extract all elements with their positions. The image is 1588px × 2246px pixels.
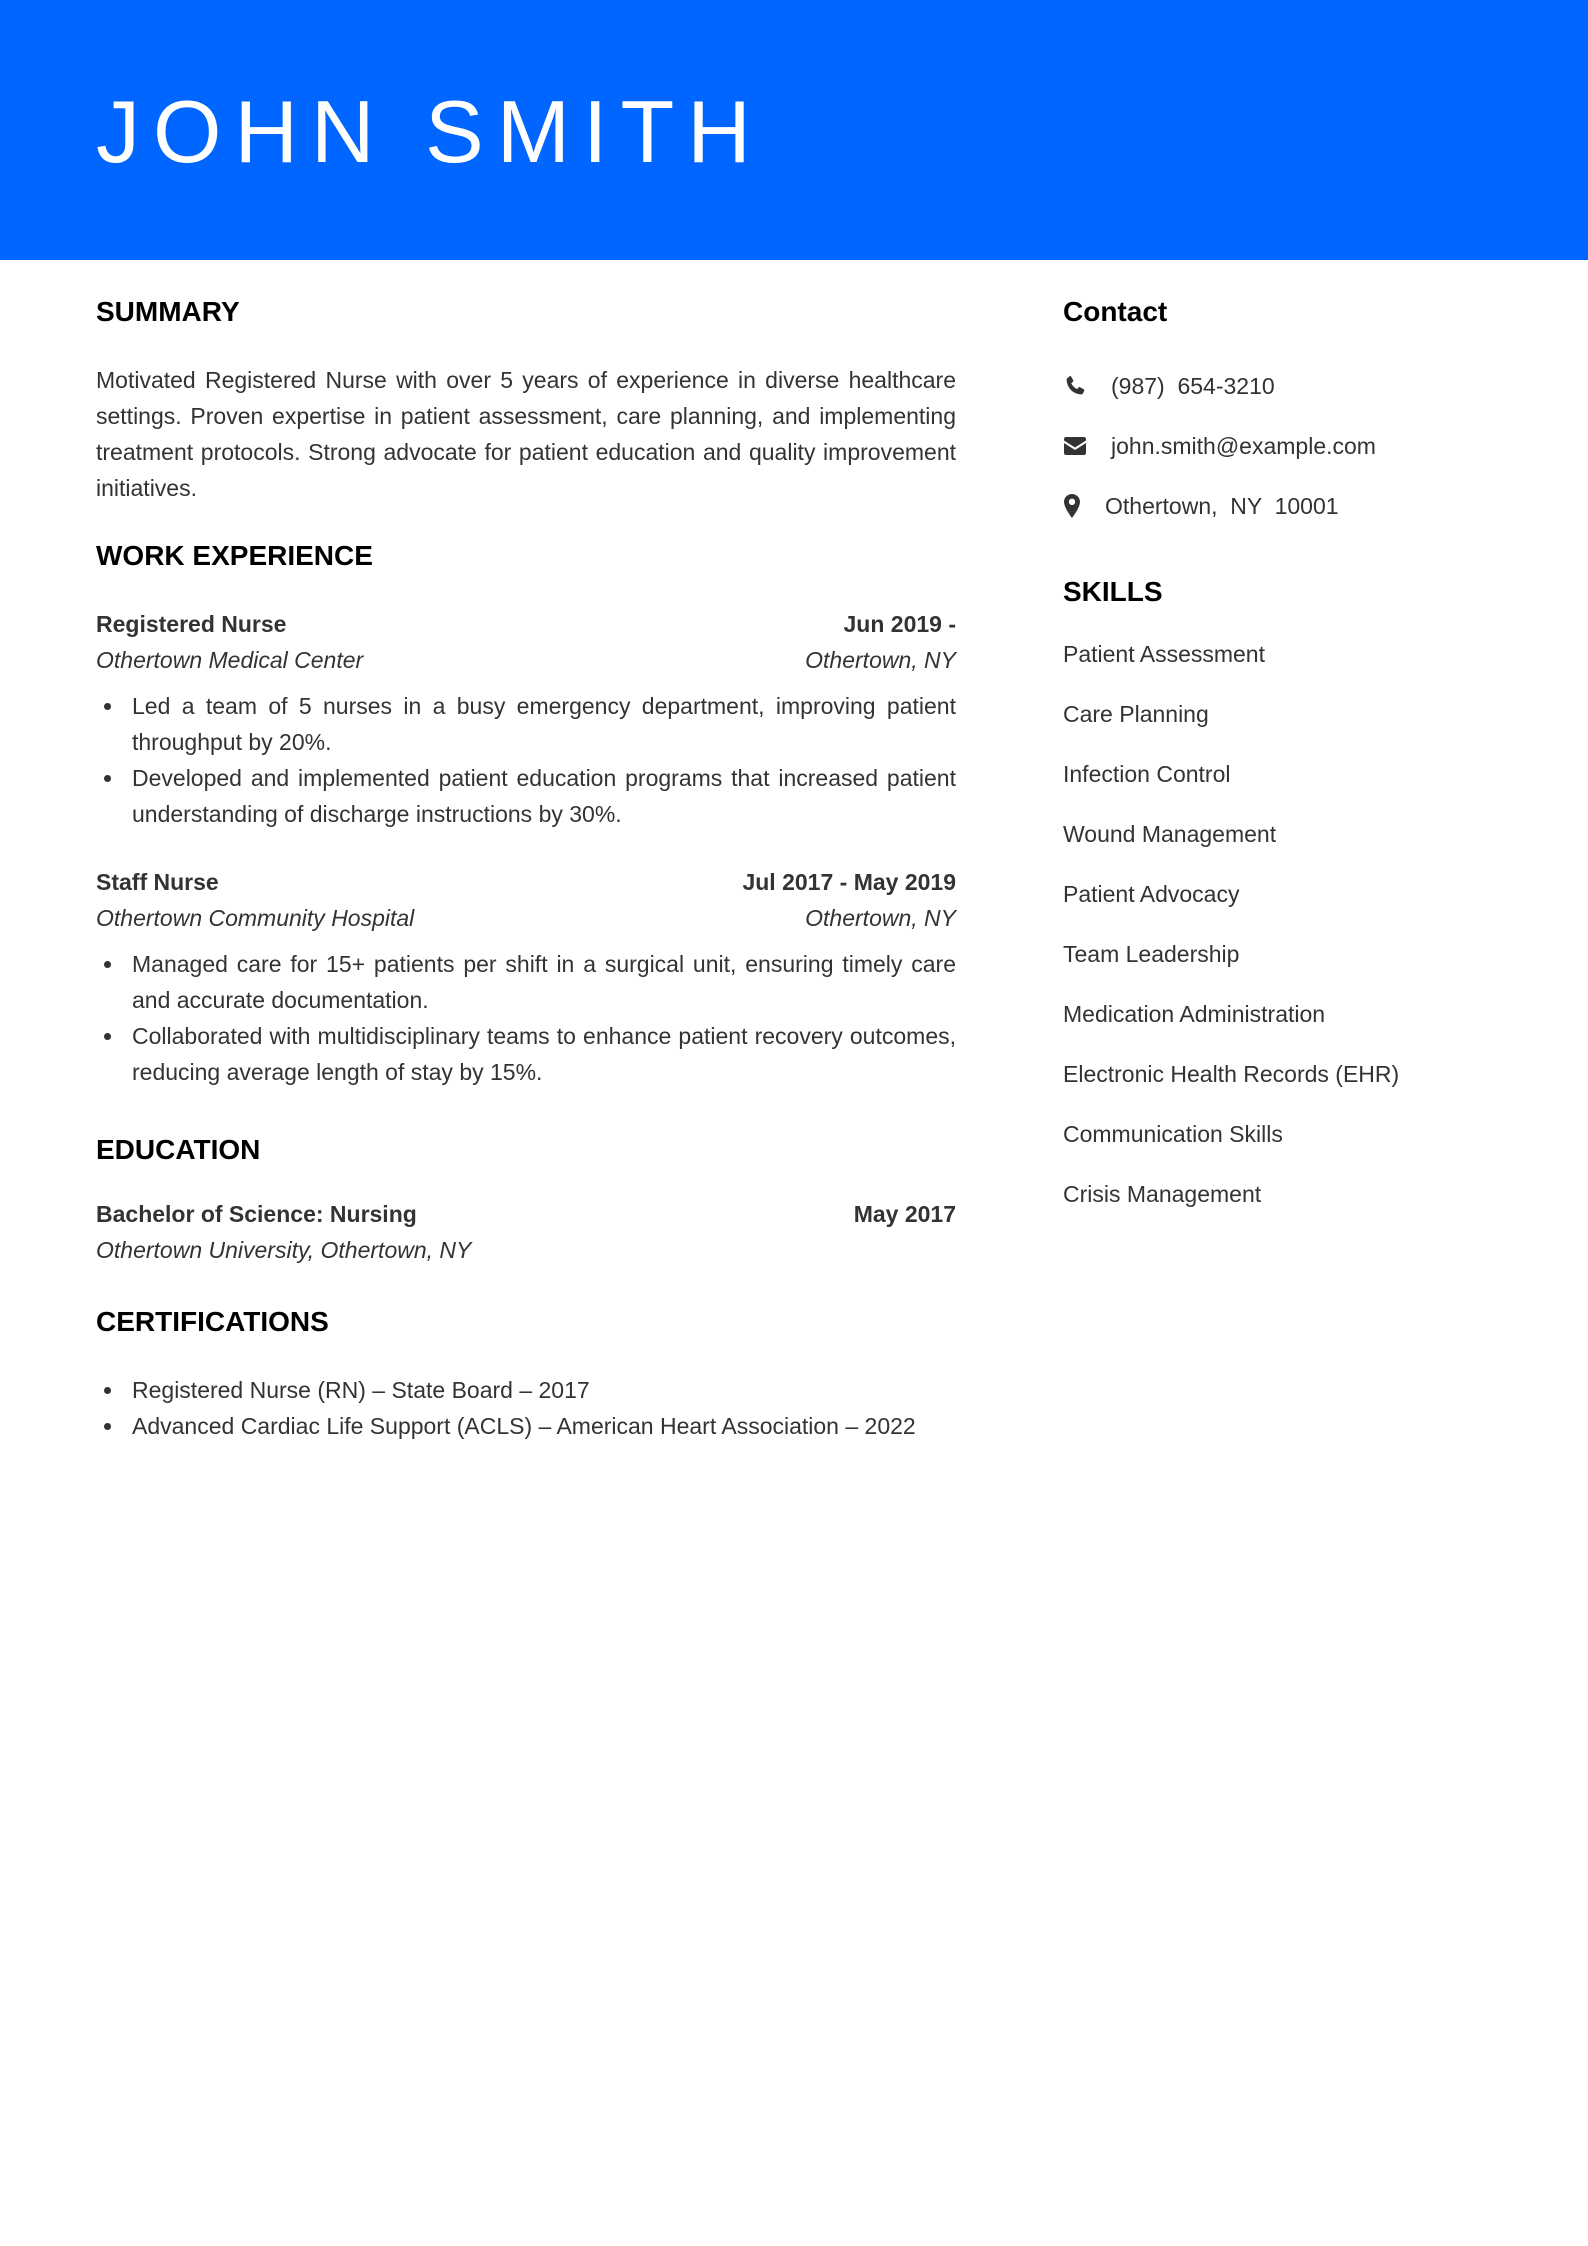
skill-item: Electronic Health Records (EHR) [1063,1061,1400,1087]
education-heading: EDUCATION [96,1134,261,1165]
job-title: Registered Nurse [96,611,287,637]
certification-item: Registered Nurse (RN) – State Board – 2017 [96,1372,956,1408]
education-degree: Bachelor of Science: Nursing [96,1201,417,1227]
job-date: Jul 2017 - May 2019 [742,869,956,895]
job-location: Othertown, NY [805,647,956,673]
job-entry [96,864,956,1090]
job-subheader-row [96,900,956,936]
job-header-row [96,606,956,642]
header-banner [0,0,1588,260]
contact-list [1063,368,1503,524]
certification-item: Advanced Cardiac Life Support (ACLS) – American Heart Association – 2022 [96,1408,956,1444]
job-bullets [96,688,956,832]
summary-text: Motivated Registered Nurse with over 5 years of experience in diverse healthcare settings. Proven expertise in patient assessment, care planning, and implementing treatment protocols. Strong advocate for patient education and quality improvement initiatives. [96,367,956,501]
contact-email [1063,428,1503,464]
envelope-icon [1063,433,1089,459]
skill-item: Team Leadership [1063,941,1240,967]
skill-item: Communication Skills [1063,1121,1283,1147]
contact-location-text: Othertown, NY 10001 [1105,492,1339,519]
skill-item: Care Planning [1063,701,1209,727]
job-location: Othertown, NY [805,905,956,931]
job-entry [96,606,956,832]
skill-item: Crisis Management [1063,1181,1262,1207]
certifications-list [96,1372,956,1444]
candidate-name: JOHN SMITH [96,82,764,181]
job-bullet: Led a team of 5 nurses in a busy emergency department, improving patient throughput by 20%. [96,688,956,760]
map-marker-icon [1063,493,1087,519]
contact-phone [1063,368,1503,404]
summary-heading: SUMMARY [96,296,240,327]
job-bullet: Managed care for 15+ patients per shift in a surgical unit, ensuring timely care and accurate documentation. [96,946,956,1018]
sidebar-column [1063,296,1503,1236]
work-experience-section [96,540,956,1090]
contact-phone-text[interactable]: (987) 654-3210 [1111,372,1275,399]
contact-section [1063,296,1503,524]
education-school: Othertown University, Othertown, NY [96,1237,472,1263]
contact-location [1063,488,1503,524]
skill-item: Medication Administration [1063,1001,1326,1027]
skill-item: Wound Management [1063,821,1277,847]
education-date: May 2017 [853,1201,956,1227]
job-subheader-row [96,642,956,678]
main-column [96,296,956,1444]
skills-section [1063,576,1503,1212]
skills-list [1063,636,1503,1212]
certifications-section [96,1306,956,1444]
work-experience-heading: WORK EXPERIENCE [96,540,373,571]
job-employer: Othertown Community Hospital [96,905,415,931]
job-employer: Othertown Medical Center [96,647,364,673]
contact-heading: Contact [1063,296,1168,327]
summary-section [96,296,956,506]
skills-heading: SKILLS [1063,576,1163,607]
certifications-heading: CERTIFICATIONS [96,1306,329,1337]
contact-email-text[interactable]: john.smith@example.com [1111,432,1376,459]
phone-icon [1063,373,1089,399]
job-date: Jun 2019 - [843,611,956,637]
job-bullets [96,946,956,1090]
skill-item: Patient Advocacy [1063,881,1240,907]
education-section [96,1134,956,1268]
job-title: Staff Nurse [96,869,219,895]
job-bullet: Collaborated with multidisciplinary teams to enhance patient recovery outcomes, reducing average length of stay by 15%. [96,1018,956,1090]
skill-item: Infection Control [1063,761,1231,787]
skill-item: Patient Assessment [1063,641,1265,667]
job-header-row [96,864,956,900]
job-bullet: Developed and implemented patient education programs that increased patient understanding of discharge instructions by 30%. [96,760,956,832]
education-entry [96,1196,956,1268]
education-header-row [96,1196,956,1232]
